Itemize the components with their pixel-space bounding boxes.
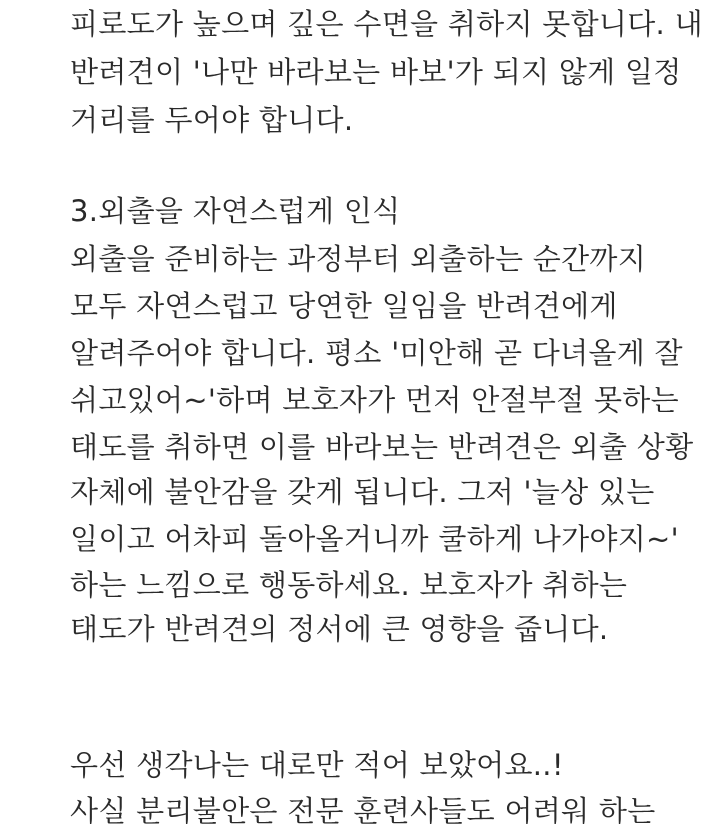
text-line: 태도가 반려견의 정서에 큰 영향을 줍니다. [70, 612, 609, 646]
text-line: 우선 생각나는 대로만 적어 보았어요..! [70, 748, 564, 782]
text-line: 쉬고있어~'하며 보호자가 먼저 안절부절 못하는 [70, 383, 679, 417]
text-line: 피로도가 높으며 깊은 수면을 취하지 못합니다. 내 [70, 7, 703, 41]
text-line: 사실 분리불안은 전문 훈련사들도 어려워 하는 [70, 794, 656, 824]
text-line: 모두 자연스럽고 당연한 일임을 반려견에게 [70, 289, 618, 323]
text-line: 태도를 취하면 이를 바라보는 반려견은 외출 상황 [70, 430, 694, 464]
text-line: 반려견이 '나만 바라보는 바보'가 되지 않게 일정 [70, 55, 682, 89]
text-line: 알려주어야 합니다. 평소 '미안해 곧 다녀올게 잘 [70, 336, 683, 370]
text-line: 외출을 준비하는 과정부터 외출하는 순간까지 [70, 242, 647, 276]
text-line: 하는 느낌으로 행동하세요. 보호자가 취하는 [70, 568, 628, 602]
text-line: 일이고 어차피 돌아올거니까 쿨하게 나가야지~' [70, 522, 679, 556]
text-line: 거리를 두어야 합니다. [70, 103, 354, 137]
text-line: 자체에 불안감을 갖게 됩니다. 그저 '늘상 있는 [70, 475, 655, 509]
section-heading: 3.외출을 자연스럽게 인식 [70, 194, 401, 228]
